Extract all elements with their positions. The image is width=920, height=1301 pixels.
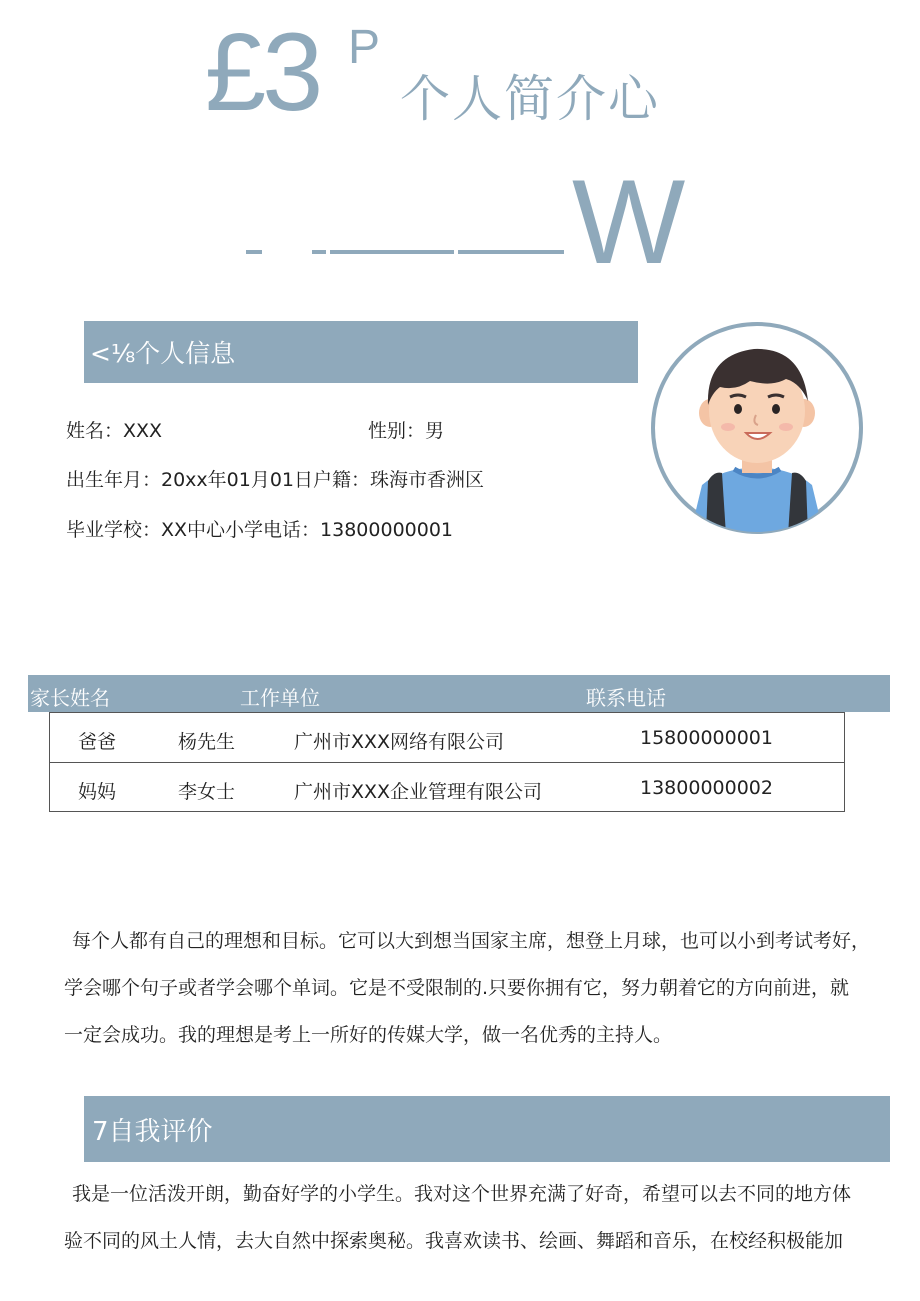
header-dash — [458, 250, 564, 254]
ideal-paragraph — [64, 918, 906, 1059]
header-superscript: P — [348, 21, 381, 74]
section-title: <⅛个人信息 — [90, 339, 236, 368]
header-dash — [330, 250, 454, 254]
boy-avatar-icon — [650, 321, 864, 535]
cell-phone: 15800000001 — [640, 727, 773, 749]
cell-relation: 妈妈 — [78, 781, 117, 803]
paragraph-line: 学会哪个句子或者学会哪个单词。它是不受限制的.只要你拥有它，努力朝着它的方向前进，就 — [64, 977, 850, 999]
info-birth-hometown: 出生年月：20xx年01月01日户籍：珠海市香洲区 — [66, 469, 485, 491]
cell-company: 广州市XXX企业管理有限公司 — [294, 781, 543, 803]
table-row — [50, 763, 844, 812]
info-school-phone: 毕业学校：XX中心小学电话：13800000001 — [66, 519, 454, 541]
section-title: 7自我评价 — [92, 1116, 213, 1147]
parents-table-header — [28, 675, 890, 712]
info-gender: 性别：男 — [368, 420, 445, 442]
header-w-glyph: W — [572, 155, 686, 289]
table-row — [50, 713, 844, 762]
cell-company: 广州市XXX网络有限公司 — [294, 731, 505, 753]
section-self-evaluation-header — [84, 1096, 890, 1162]
section-personal-info-header — [84, 321, 638, 383]
header-dash — [246, 250, 262, 254]
header-dash — [312, 250, 326, 254]
cell-relation: 爸爸 — [78, 731, 117, 753]
cell-name: 杨先生 — [178, 731, 236, 753]
column-header-workplace: 工作单位 — [240, 686, 320, 710]
paragraph-line: 验不同的风土人情，去大自然中探索奥秘。我喜欢读书、绘画、舞蹈和音乐，在校经积极能加 — [64, 1230, 844, 1252]
column-header-parent-name: 家长姓名 — [30, 686, 110, 710]
cell-name: 李女士 — [178, 781, 236, 803]
paragraph-line: 我是一位活泼开朗，勤奋好学的小学生。我对这个世界充满了好奇，希望可以去不同的地方体 — [72, 1183, 852, 1205]
paragraph-line: 每个人都有自己的理想和目标。它可以大到想当国家主席，想登上月球，也可以小到考试考好， — [72, 930, 871, 952]
evaluation-paragraph — [64, 1171, 906, 1265]
cell-phone: 13800000002 — [640, 777, 773, 799]
column-header-phone: 联系电话 — [586, 686, 666, 710]
parents-table — [49, 712, 845, 812]
paragraph-line: 一定会成功。我的理想是考上一所好的传媒大学，做一名优秀的主持人。 — [64, 1024, 673, 1046]
info-name: 姓名：XXX — [66, 420, 163, 442]
page-title: 个人简介心 — [400, 70, 660, 128]
header-glyphs: £3 — [205, 11, 320, 134]
